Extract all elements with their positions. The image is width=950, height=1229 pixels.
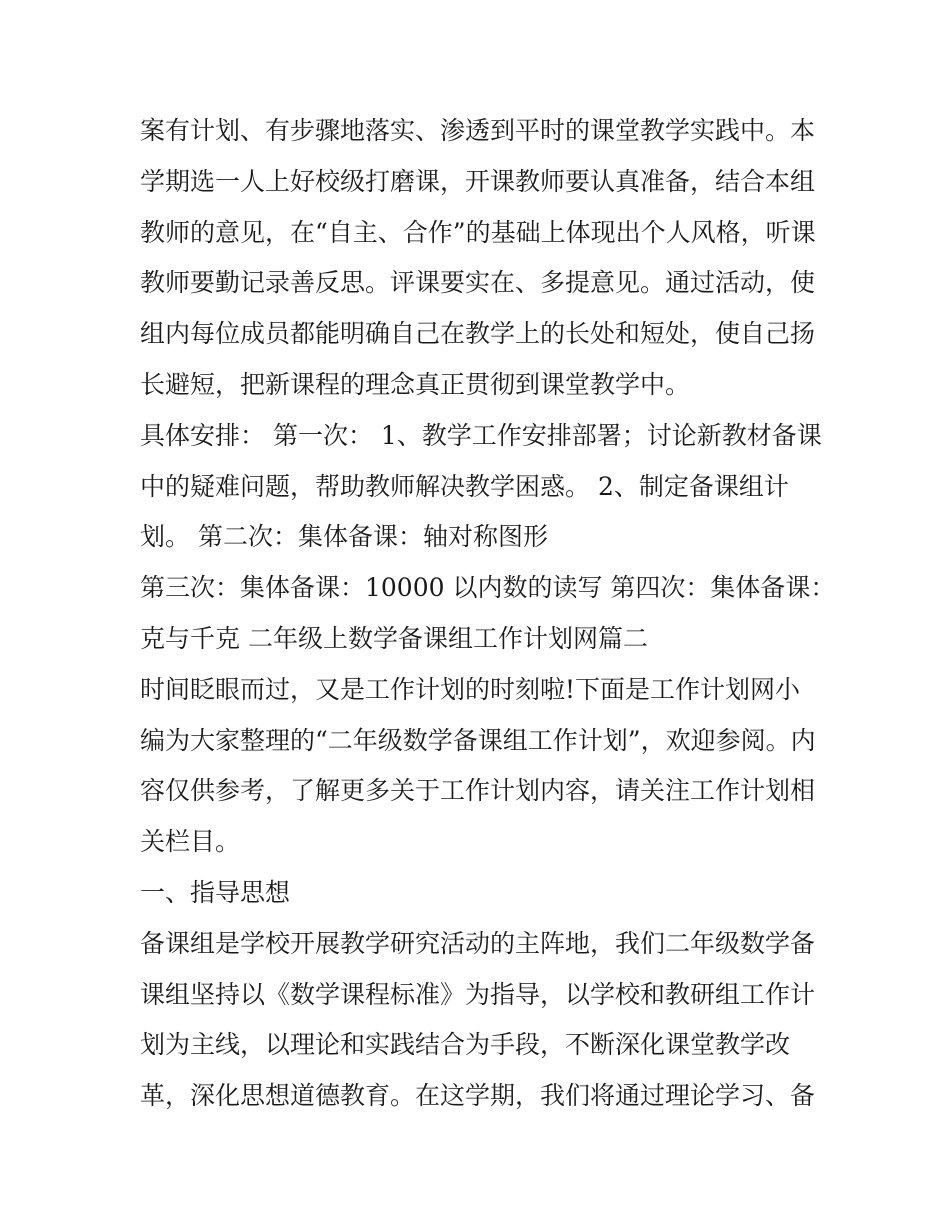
text-line: 划为主线，以理论和实践结合为手段，不断深化课堂教学改 — [140, 1030, 791, 1060]
text-line: 时间眨眼而过，又是工作计划的时刻啦!下面是工作计划网小 — [140, 674, 801, 704]
text-line: 长避短，把新课程的理念真正贯彻到课堂教学中。 — [140, 369, 691, 399]
text-line: 案有计划、有步骤地落实、渗透到平时的课堂教学实践中。本 — [140, 116, 816, 145]
text-line: 革，深化思想道德教育。在这学期，我们将通过理论学习、备 — [140, 1081, 816, 1111]
text-line: 组内每位成员都能明确自己在教学上的长处和短处，使自己扬 — [140, 319, 816, 349]
text-line: 学期选一人上好校级打磨课，开课教师要认真准备，结合本组 — [140, 166, 816, 196]
text-line: 编为大家整理的“二年级数学备课组工作计划”，欢迎参阅。内 — [140, 725, 816, 755]
text-line: 中的疑难问题，帮助教师解决教学困惑。 2、制定备课组计 — [140, 471, 789, 501]
document-body — [140, 106, 836, 1122]
text-line: 克与千克 二年级上数学备课组工作计划网篇二 — [140, 623, 648, 653]
text-line: 具体安排： 第一次： 1、教学工作安排部署；讨论新教材备课 — [140, 420, 822, 450]
text-line: 容仅供参考，了解更多关于工作计划内容，请关注工作计划相 — [140, 776, 816, 806]
text-line: 第三次：集体备课：10000 以内数的读写 第四次：集体备课： — [140, 573, 836, 603]
text-line: 划。 第二次：集体备课：轴对称图形 — [140, 522, 548, 552]
text-line: 教师要勤记录善反思。评课要实在、多提意见。通过活动，使 — [140, 268, 816, 298]
section-heading: 一、指导思想 — [140, 877, 291, 907]
text-line: 关栏目。 — [140, 827, 241, 857]
text-line: 教师的意见，在“自主、合作”的基础上体现出个人风格，听课 — [140, 217, 816, 247]
text-line: 备课组是学校开展教学研究活动的主阵地，我们二年级数学备 — [140, 928, 816, 958]
text-line: 课组坚持以《数学课程标准》为指导，以学校和教研组工作计 — [140, 979, 816, 1009]
